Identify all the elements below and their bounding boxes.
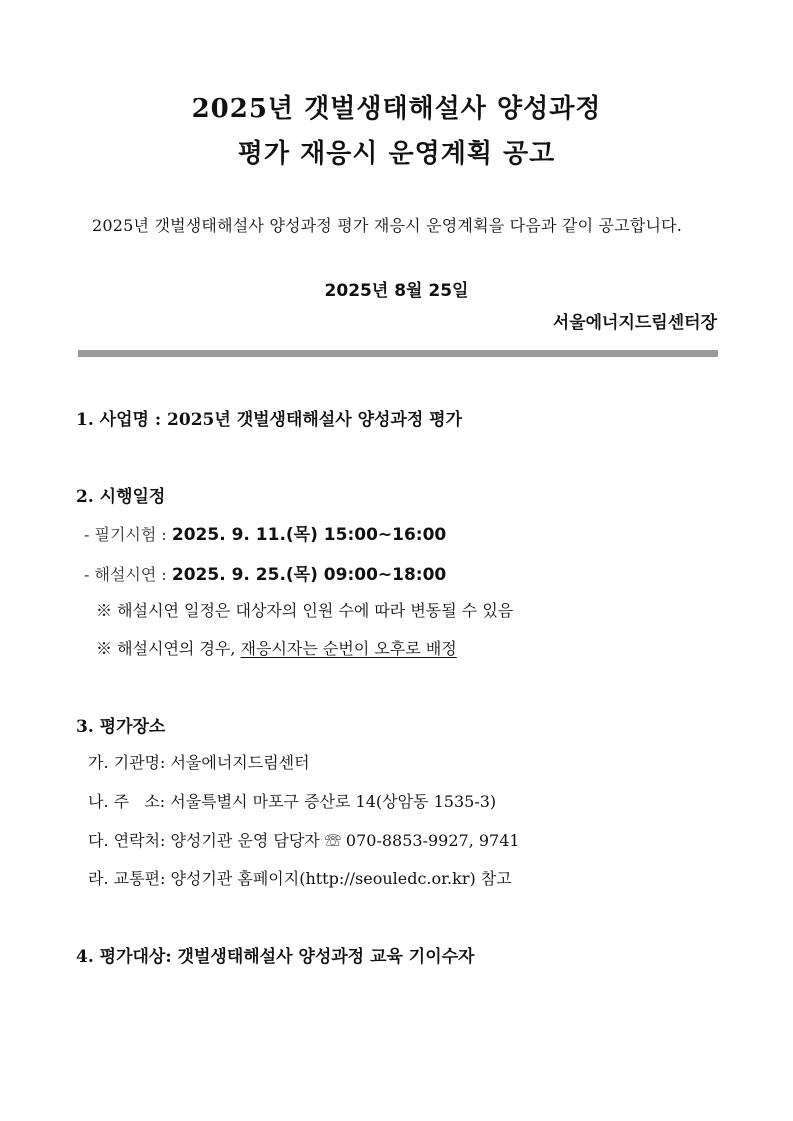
schedule-demo-label: - 해설시연 :: [84, 565, 172, 584]
schedule-note-2-underlined: 재응시자는 순번이 오후로 배정: [240, 639, 457, 658]
title-line-1: 2025년 갯벌생태해설사 양성과정: [191, 94, 602, 124]
title-line-2: 평가 재응시 운영계획 공고: [237, 139, 556, 169]
intro-paragraph: 2025년 갯벌생태해설사 양성과정 평가 재응시 운영계획을 다음과 같이 공고합니다.: [92, 216, 683, 235]
schedule-note-1: ※ 해설시연 일정은 대상자의 인원 수에 따라 변동될 수 있음: [96, 601, 514, 620]
section-heading-schedule: 2. 시행일정: [76, 487, 166, 507]
schedule-written-label: - 필기시험 :: [84, 525, 172, 544]
section-divider: [78, 350, 718, 357]
issuer-name: 서울에너지드림센터장: [552, 313, 717, 333]
venue-address: 나. 주 소: 서울특별시 마포구 증산로 14(상암동 1535-3): [88, 792, 497, 811]
section-heading-venue: 3. 평가장소: [76, 717, 166, 737]
section-heading-project: 1. 사업명 : 2025년 갯벌생태해설사 양성과정 평가: [76, 410, 463, 430]
venue-institution: 가. 기관명: 서울에너지드림센터: [88, 753, 310, 772]
schedule-note-2: [96, 636, 457, 659]
schedule-written-value: 2025. 9. 11.(목) 15:00~16:00: [171, 525, 447, 545]
section-heading-target: 4. 평가대상: 갯벌생태해설사 양성과정 교육 기이수자: [76, 947, 475, 967]
schedule-written-exam: [84, 520, 446, 545]
schedule-demonstration: [84, 560, 446, 585]
announcement-date: 2025년 8월 25일: [324, 281, 469, 301]
venue-transport: 라. 교통편: 양성기관 홈페이지(http://seouledc.or.kr) 참고: [88, 869, 512, 888]
venue-contact: 다. 연락처: 양성기관 운영 담당자 ☏ 070-8853-9927, 9741: [88, 831, 520, 850]
schedule-demo-value: 2025. 9. 25.(목) 09:00~18:00: [171, 565, 447, 585]
schedule-note-2-prefix: ※ 해설시연의 경우,: [96, 639, 241, 658]
